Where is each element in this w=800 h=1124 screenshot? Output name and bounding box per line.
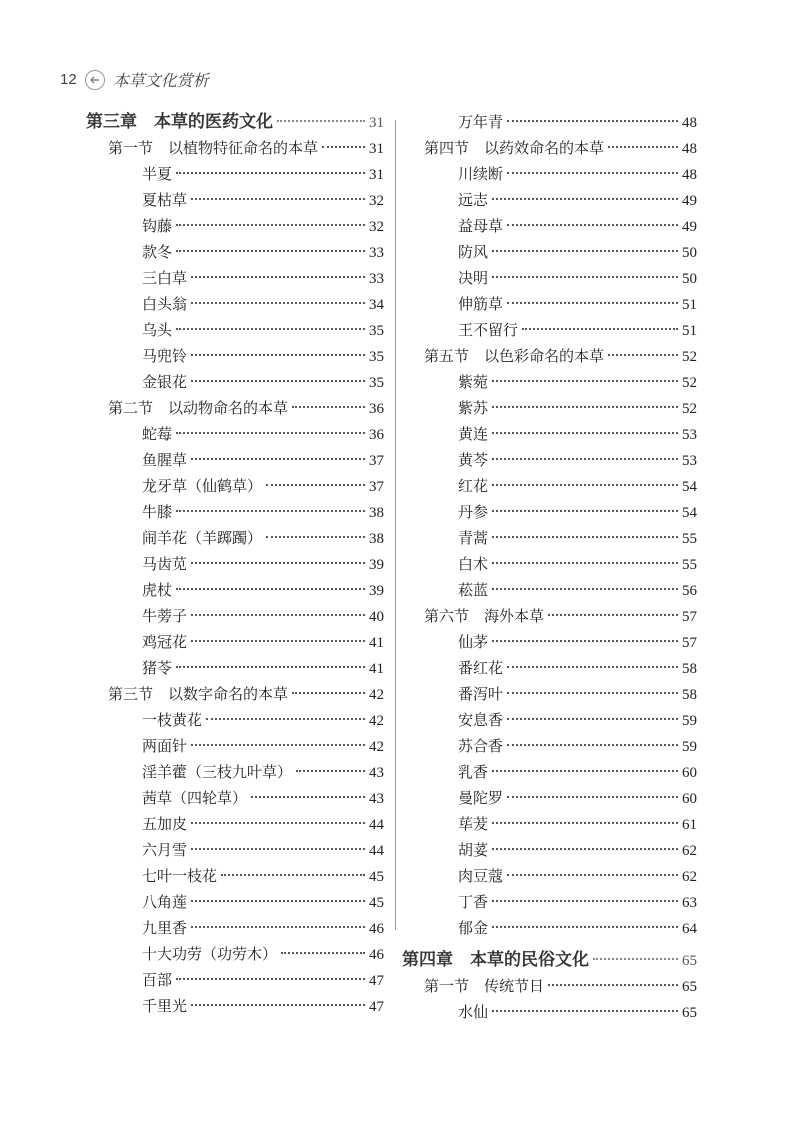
toc-leader-dots bbox=[492, 926, 678, 928]
toc-entry-page: 62 bbox=[682, 869, 697, 885]
toc-entry-page: 65 bbox=[682, 1005, 697, 1021]
toc-entry-title: 白头翁 bbox=[142, 295, 188, 313]
toc-item-entry[interactable] bbox=[86, 343, 384, 369]
toc-leader-dots bbox=[492, 406, 678, 408]
toc-item-entry[interactable] bbox=[86, 213, 384, 239]
toc-entry-title: 茜草（四轮草） bbox=[142, 789, 248, 807]
toc-entry-page: 36 bbox=[369, 401, 384, 417]
toc-entry-page: 45 bbox=[369, 895, 384, 911]
toc-item-entry[interactable] bbox=[86, 993, 384, 1019]
toc-leader-dots bbox=[507, 718, 678, 720]
toc-item-entry[interactable] bbox=[86, 915, 384, 941]
toc-entry-page: 47 bbox=[369, 999, 384, 1015]
toc-item-entry[interactable] bbox=[402, 395, 697, 421]
toc-entry-page: 53 bbox=[682, 427, 697, 443]
toc-item-entry[interactable] bbox=[402, 759, 697, 785]
toc-entry-page: 42 bbox=[369, 739, 384, 755]
toc-entry-title: 青蒿 bbox=[458, 529, 489, 547]
toc-leader-dots bbox=[608, 354, 678, 356]
toc-leader-dots bbox=[507, 172, 678, 174]
toc-item-entry[interactable] bbox=[86, 837, 384, 863]
toc-entry-page: 42 bbox=[369, 687, 384, 703]
toc-section-entry[interactable] bbox=[402, 973, 697, 999]
toc-entry-title: 蛇莓 bbox=[142, 425, 173, 443]
toc-section-entry[interactable] bbox=[86, 135, 384, 161]
toc-entry-page: 51 bbox=[682, 297, 697, 313]
toc-item-entry[interactable] bbox=[86, 811, 384, 837]
toc-leader-dots bbox=[548, 614, 678, 616]
toc-item-entry[interactable] bbox=[402, 161, 697, 187]
toc-entry-page: 47 bbox=[369, 973, 384, 989]
toc-entry-page: 60 bbox=[682, 791, 697, 807]
toc-entry-page: 35 bbox=[369, 349, 384, 365]
toc-leader-dots bbox=[292, 692, 365, 694]
toc-entry-title: 十大功劳（功劳木） bbox=[142, 945, 278, 963]
toc-item-entry[interactable] bbox=[86, 161, 384, 187]
toc-leader-dots bbox=[507, 120, 678, 122]
toc-leader-dots bbox=[507, 692, 678, 694]
toc-entry-page: 34 bbox=[369, 297, 384, 313]
toc-leader-dots bbox=[492, 484, 678, 486]
toc-entry-title: 决明 bbox=[458, 269, 489, 287]
book-title: 本草文化赏析 bbox=[112, 71, 209, 90]
toc-entry-title: 第一节 传统节日 bbox=[424, 977, 545, 995]
toc-leader-dots bbox=[492, 380, 678, 382]
toc-leader-dots bbox=[191, 926, 365, 928]
toc-entry-page: 49 bbox=[682, 219, 697, 235]
toc-item-entry[interactable] bbox=[86, 499, 384, 525]
toc-leader-dots bbox=[176, 978, 365, 980]
toc-item-entry[interactable] bbox=[86, 759, 384, 785]
toc-item-entry[interactable] bbox=[402, 187, 697, 213]
toc-leader-dots bbox=[548, 984, 678, 986]
toc-entry-title: 远志 bbox=[458, 191, 489, 209]
toc-entry-title: 牛膝 bbox=[142, 503, 173, 521]
toc-section-entry[interactable] bbox=[86, 395, 384, 421]
toc-item-entry[interactable] bbox=[402, 655, 697, 681]
toc-entry-page: 57 bbox=[682, 609, 697, 625]
toc-item-entry[interactable] bbox=[86, 473, 384, 499]
toc-entry-title: 菘蓝 bbox=[458, 581, 489, 599]
toc-leader-dots bbox=[191, 302, 365, 304]
toc-entry-page: 35 bbox=[369, 375, 384, 391]
toc-leader-dots bbox=[176, 510, 365, 512]
toc-leader-dots bbox=[191, 848, 365, 850]
toc-leader-dots bbox=[492, 510, 678, 512]
toc-leader-dots bbox=[593, 958, 678, 960]
toc-leader-dots bbox=[176, 432, 365, 434]
toc-leader-dots bbox=[191, 640, 365, 642]
toc-entry-page: 33 bbox=[369, 245, 384, 261]
toc-entry-page: 50 bbox=[682, 245, 697, 261]
toc-entry-page: 35 bbox=[369, 323, 384, 339]
toc-right-column bbox=[402, 109, 697, 1025]
toc-item-entry[interactable] bbox=[86, 317, 384, 343]
toc-leader-dots bbox=[176, 588, 365, 590]
toc-item-entry[interactable] bbox=[402, 863, 697, 889]
toc-item-entry[interactable] bbox=[86, 603, 384, 629]
toc-item-entry[interactable] bbox=[402, 915, 697, 941]
toc-entry-title: 款冬 bbox=[142, 243, 173, 261]
toc-entry-page: 44 bbox=[369, 843, 384, 859]
toc-entry-page: 50 bbox=[682, 271, 697, 287]
toc-section-entry[interactable] bbox=[86, 681, 384, 707]
toc-item-entry[interactable] bbox=[402, 707, 697, 733]
toc-entry-page: 49 bbox=[682, 193, 697, 209]
toc-chapter-entry[interactable] bbox=[86, 109, 384, 135]
toc-leader-dots bbox=[191, 380, 365, 382]
toc-item-entry[interactable] bbox=[402, 785, 697, 811]
toc-item-entry[interactable] bbox=[402, 213, 697, 239]
toc-leader-dots bbox=[277, 120, 365, 122]
toc-entry-page: 48 bbox=[682, 167, 697, 183]
toc-entry-page: 37 bbox=[369, 479, 384, 495]
toc-item-entry[interactable] bbox=[86, 889, 384, 915]
toc-item-entry[interactable] bbox=[402, 811, 697, 837]
toc-entry-title: 第五节 以色彩命名的本草 bbox=[424, 347, 605, 365]
toc-entry-title: 淫羊藿（三枝九叶草） bbox=[142, 763, 293, 781]
toc-entry-page: 36 bbox=[369, 427, 384, 443]
toc-entry-page: 58 bbox=[682, 687, 697, 703]
toc-entry-page: 52 bbox=[682, 401, 697, 417]
toc-leader-dots bbox=[266, 484, 365, 486]
toc-entry-title: 苏合香 bbox=[458, 737, 504, 755]
toc-leader-dots bbox=[492, 1010, 678, 1012]
toc-entry-page: 55 bbox=[682, 531, 697, 547]
toc-entry-title: 第四节 以药效命名的本草 bbox=[424, 139, 605, 157]
toc-leader-dots bbox=[191, 354, 365, 356]
toc-leader-dots bbox=[492, 276, 678, 278]
toc-leader-dots bbox=[492, 536, 678, 538]
toc-entry-title: 乳香 bbox=[458, 763, 489, 781]
toc-entry-page: 31 bbox=[369, 115, 384, 131]
toc-entry-title: 第六节 海外本草 bbox=[424, 607, 545, 625]
toc-entry-page: 45 bbox=[369, 869, 384, 885]
toc-entry-title: 第三章 本草的医药文化 bbox=[86, 112, 273, 132]
toc-leader-dots bbox=[191, 900, 365, 902]
toc-entry-title: 川续断 bbox=[458, 165, 504, 183]
toc-leader-dots bbox=[206, 718, 365, 720]
toc-item-entry[interactable] bbox=[402, 889, 697, 915]
toc-leader-dots bbox=[322, 146, 365, 148]
toc-entry-title: 紫菀 bbox=[458, 373, 489, 391]
toc-entry-title: 红花 bbox=[458, 477, 489, 495]
toc-entry-title: 第一节 以植物特征命名的本草 bbox=[108, 139, 319, 157]
toc-entry-page: 42 bbox=[369, 713, 384, 729]
toc-entry-title: 五加皮 bbox=[142, 815, 188, 833]
toc-entry-title: 龙牙草（仙鹤草） bbox=[142, 477, 263, 495]
toc-entry-page: 52 bbox=[682, 375, 697, 391]
toc-item-entry[interactable] bbox=[402, 999, 697, 1025]
column-divider bbox=[395, 120, 396, 930]
toc-item-entry[interactable] bbox=[86, 707, 384, 733]
toc-item-entry[interactable] bbox=[86, 447, 384, 473]
toc-entry-title: 丹参 bbox=[458, 503, 489, 521]
toc-leader-dots bbox=[191, 198, 365, 200]
toc-leader-dots bbox=[507, 874, 678, 876]
page-number: 12 bbox=[60, 71, 77, 88]
toc-entry-page: 46 bbox=[369, 921, 384, 937]
toc-entry-page: 32 bbox=[369, 193, 384, 209]
toc-entry-page: 43 bbox=[369, 791, 384, 807]
toc-entry-page: 38 bbox=[369, 531, 384, 547]
toc-entry-page: 59 bbox=[682, 739, 697, 755]
toc-leader-dots bbox=[296, 770, 365, 772]
toc-entry-title: 曼陀罗 bbox=[458, 789, 504, 807]
toc-entry-title: 鸡冠花 bbox=[142, 633, 188, 651]
toc-item-entry[interactable] bbox=[402, 369, 697, 395]
toc-entry-title: 肉豆蔻 bbox=[458, 867, 504, 885]
back-arrow-icon bbox=[85, 70, 105, 90]
toc-item-entry[interactable] bbox=[86, 629, 384, 655]
toc-entry-page: 41 bbox=[369, 661, 384, 677]
toc-leader-dots bbox=[176, 328, 365, 330]
toc-entry-title: 安息香 bbox=[458, 711, 504, 729]
toc-entry-title: 胡荽 bbox=[458, 841, 489, 859]
toc-section-entry[interactable] bbox=[402, 135, 697, 161]
toc-entry-title: 马齿苋 bbox=[142, 555, 188, 573]
toc-item-entry[interactable] bbox=[86, 863, 384, 889]
toc-leader-dots bbox=[492, 900, 678, 902]
toc-item-entry[interactable] bbox=[86, 967, 384, 993]
toc-leader-dots bbox=[492, 432, 678, 434]
toc-leader-dots bbox=[492, 640, 678, 642]
toc-item-entry[interactable] bbox=[402, 629, 697, 655]
toc-item-entry[interactable] bbox=[402, 551, 697, 577]
toc-leader-dots bbox=[492, 822, 678, 824]
toc-entry-page: 32 bbox=[369, 219, 384, 235]
toc-leader-dots bbox=[191, 614, 365, 616]
toc-leader-dots bbox=[492, 198, 678, 200]
toc-entry-page: 31 bbox=[369, 167, 384, 183]
toc-entry-page: 53 bbox=[682, 453, 697, 469]
toc-leader-dots bbox=[492, 588, 678, 590]
toc-leader-dots bbox=[176, 224, 365, 226]
toc-entry-title: 金银花 bbox=[142, 373, 188, 391]
toc-entry-title: 益母草 bbox=[458, 217, 504, 235]
toc-entry-page: 60 bbox=[682, 765, 697, 781]
toc-leader-dots bbox=[292, 406, 365, 408]
toc-entry-page: 65 bbox=[682, 979, 697, 995]
toc-item-entry[interactable] bbox=[86, 265, 384, 291]
toc-entry-title: 番泻叶 bbox=[458, 685, 504, 703]
toc-entry-title: 马兜铃 bbox=[142, 347, 188, 365]
toc-leader-dots bbox=[191, 458, 365, 460]
toc-leader-dots bbox=[507, 666, 678, 668]
toc-leader-dots bbox=[191, 822, 365, 824]
toc-entry-page: 58 bbox=[682, 661, 697, 677]
toc-chapter-entry[interactable] bbox=[402, 947, 697, 973]
toc-leader-dots bbox=[191, 276, 365, 278]
toc-entry-title: 闹羊花（羊踯躅） bbox=[142, 529, 263, 547]
toc-item-entry[interactable] bbox=[86, 655, 384, 681]
toc-item-entry[interactable] bbox=[86, 291, 384, 317]
toc-entry-title: 紫苏 bbox=[458, 399, 489, 417]
toc-leader-dots bbox=[266, 536, 365, 538]
toc-entry-page: 31 bbox=[369, 141, 384, 157]
toc-item-entry[interactable] bbox=[402, 317, 697, 343]
toc-entry-page: 44 bbox=[369, 817, 384, 833]
toc-left-column bbox=[86, 109, 384, 1019]
toc-leader-dots bbox=[176, 250, 365, 252]
toc-entry-title: 两面针 bbox=[142, 737, 188, 755]
toc-entry-page: 57 bbox=[682, 635, 697, 651]
toc-leader-dots bbox=[191, 744, 365, 746]
toc-leader-dots bbox=[507, 224, 678, 226]
toc-leader-dots bbox=[221, 874, 365, 876]
toc-entry-title: 番红花 bbox=[458, 659, 504, 677]
toc-item-entry[interactable] bbox=[86, 421, 384, 447]
toc-item-entry[interactable] bbox=[86, 941, 384, 967]
toc-entry-title: 黄连 bbox=[458, 425, 489, 443]
toc-leader-dots bbox=[251, 796, 365, 798]
toc-leader-dots bbox=[492, 562, 678, 564]
toc-entry-title: 半夏 bbox=[142, 165, 173, 183]
toc-entry-title: 乌头 bbox=[142, 321, 173, 339]
toc-entry-title: 七叶一枝花 bbox=[142, 867, 218, 885]
toc-entry-page: 48 bbox=[682, 115, 697, 131]
toc-item-entry[interactable] bbox=[402, 499, 697, 525]
toc-entry-title: 千里光 bbox=[142, 997, 188, 1015]
toc-entry-page: 41 bbox=[369, 635, 384, 651]
toc-item-entry[interactable] bbox=[86, 239, 384, 265]
toc-entry-page: 52 bbox=[682, 349, 697, 365]
toc-item-entry[interactable] bbox=[402, 421, 697, 447]
toc-item-entry[interactable] bbox=[402, 733, 697, 759]
toc-entry-page: 61 bbox=[682, 817, 697, 833]
running-header bbox=[60, 68, 209, 91]
toc-entry-title: 一枝黄花 bbox=[142, 711, 203, 729]
toc-entry-title: 猪苓 bbox=[142, 659, 173, 677]
toc-entry-title: 六月雪 bbox=[142, 841, 188, 859]
toc-leader-dots bbox=[507, 744, 678, 746]
toc-entry-title: 夏枯草 bbox=[142, 191, 188, 209]
toc-entry-page: 48 bbox=[682, 141, 697, 157]
toc-leader-dots bbox=[492, 848, 678, 850]
toc-entry-title: 八角莲 bbox=[142, 893, 188, 911]
toc-item-entry[interactable] bbox=[86, 369, 384, 395]
toc-leader-dots bbox=[191, 562, 365, 564]
toc-entry-title: 白术 bbox=[458, 555, 489, 573]
toc-entry-page: 55 bbox=[682, 557, 697, 573]
toc-item-entry[interactable] bbox=[402, 681, 697, 707]
toc-entry-title: 钩藤 bbox=[142, 217, 173, 235]
toc-entry-page: 64 bbox=[682, 921, 697, 937]
toc-item-entry[interactable] bbox=[402, 265, 697, 291]
toc-item-entry[interactable] bbox=[402, 525, 697, 551]
toc-entry-title: 虎杖 bbox=[142, 581, 173, 599]
toc-entry-page: 37 bbox=[369, 453, 384, 469]
toc-entry-title: 牛蒡子 bbox=[142, 607, 188, 625]
toc-entry-title: 鱼腥草 bbox=[142, 451, 188, 469]
toc-section-entry[interactable] bbox=[402, 343, 697, 369]
toc-entry-page: 40 bbox=[369, 609, 384, 625]
toc-entry-title: 防风 bbox=[458, 243, 489, 261]
toc-item-entry[interactable] bbox=[402, 291, 697, 317]
toc-item-entry[interactable] bbox=[402, 837, 697, 863]
toc-leader-dots bbox=[176, 172, 365, 174]
toc-section-entry[interactable] bbox=[402, 603, 697, 629]
toc-entry-page: 51 bbox=[682, 323, 697, 339]
toc-entry-page: 54 bbox=[682, 479, 697, 495]
toc-item-entry[interactable] bbox=[86, 733, 384, 759]
toc-item-entry[interactable] bbox=[402, 109, 697, 135]
toc-entry-page: 46 bbox=[369, 947, 384, 963]
toc-entry-title: 万年青 bbox=[458, 113, 504, 131]
toc-item-entry[interactable] bbox=[86, 525, 384, 551]
toc-entry-title: 第四章 本草的民俗文化 bbox=[402, 950, 589, 970]
toc-entry-title: 百部 bbox=[142, 971, 173, 989]
toc-entry-title: 王不留行 bbox=[458, 321, 519, 339]
toc-item-entry[interactable] bbox=[402, 577, 697, 603]
toc-entry-title: 伸筋草 bbox=[458, 295, 504, 313]
toc-item-entry[interactable] bbox=[86, 187, 384, 213]
toc-entry-page: 54 bbox=[682, 505, 697, 521]
toc-entry-page: 39 bbox=[369, 557, 384, 573]
toc-leader-dots bbox=[492, 770, 678, 772]
toc-item-entry[interactable] bbox=[402, 473, 697, 499]
toc-leader-dots bbox=[176, 666, 365, 668]
toc-leader-dots bbox=[522, 328, 678, 330]
toc-entry-title: 九里香 bbox=[142, 919, 188, 937]
toc-entry-page: 38 bbox=[369, 505, 384, 521]
toc-item-entry[interactable] bbox=[86, 785, 384, 811]
toc-entry-title: 丁香 bbox=[458, 893, 489, 911]
toc-entry-title: 黄芩 bbox=[458, 451, 489, 469]
toc-entry-title: 三白草 bbox=[142, 269, 188, 287]
toc-entry-page: 39 bbox=[369, 583, 384, 599]
toc-item-entry[interactable] bbox=[402, 447, 697, 473]
toc-entry-page: 63 bbox=[682, 895, 697, 911]
toc-entry-title: 郁金 bbox=[458, 919, 489, 937]
toc-leader-dots bbox=[608, 146, 678, 148]
toc-entry-title: 第三节 以数字命名的本草 bbox=[108, 685, 289, 703]
toc-leader-dots bbox=[281, 952, 365, 954]
toc-entry-title: 水仙 bbox=[458, 1003, 489, 1021]
toc-entry-page: 59 bbox=[682, 713, 697, 729]
toc-leader-dots bbox=[492, 458, 678, 460]
toc-entry-title: 第二节 以动物命名的本草 bbox=[108, 399, 289, 417]
toc-entry-page: 43 bbox=[369, 765, 384, 781]
toc-entry-page: 56 bbox=[682, 583, 697, 599]
toc-entry-page: 65 bbox=[682, 953, 697, 969]
toc-leader-dots bbox=[492, 250, 678, 252]
toc-entry-page: 33 bbox=[369, 271, 384, 287]
toc-entry-page: 62 bbox=[682, 843, 697, 859]
toc-leader-dots bbox=[507, 302, 678, 304]
toc-item-entry[interactable] bbox=[86, 577, 384, 603]
toc-item-entry[interactable] bbox=[86, 551, 384, 577]
toc-item-entry[interactable] bbox=[402, 239, 697, 265]
toc-entry-title: 仙茅 bbox=[458, 633, 489, 651]
toc-leader-dots bbox=[191, 1004, 365, 1006]
toc-entry-title: 荜茇 bbox=[458, 815, 489, 833]
toc-leader-dots bbox=[507, 796, 678, 798]
